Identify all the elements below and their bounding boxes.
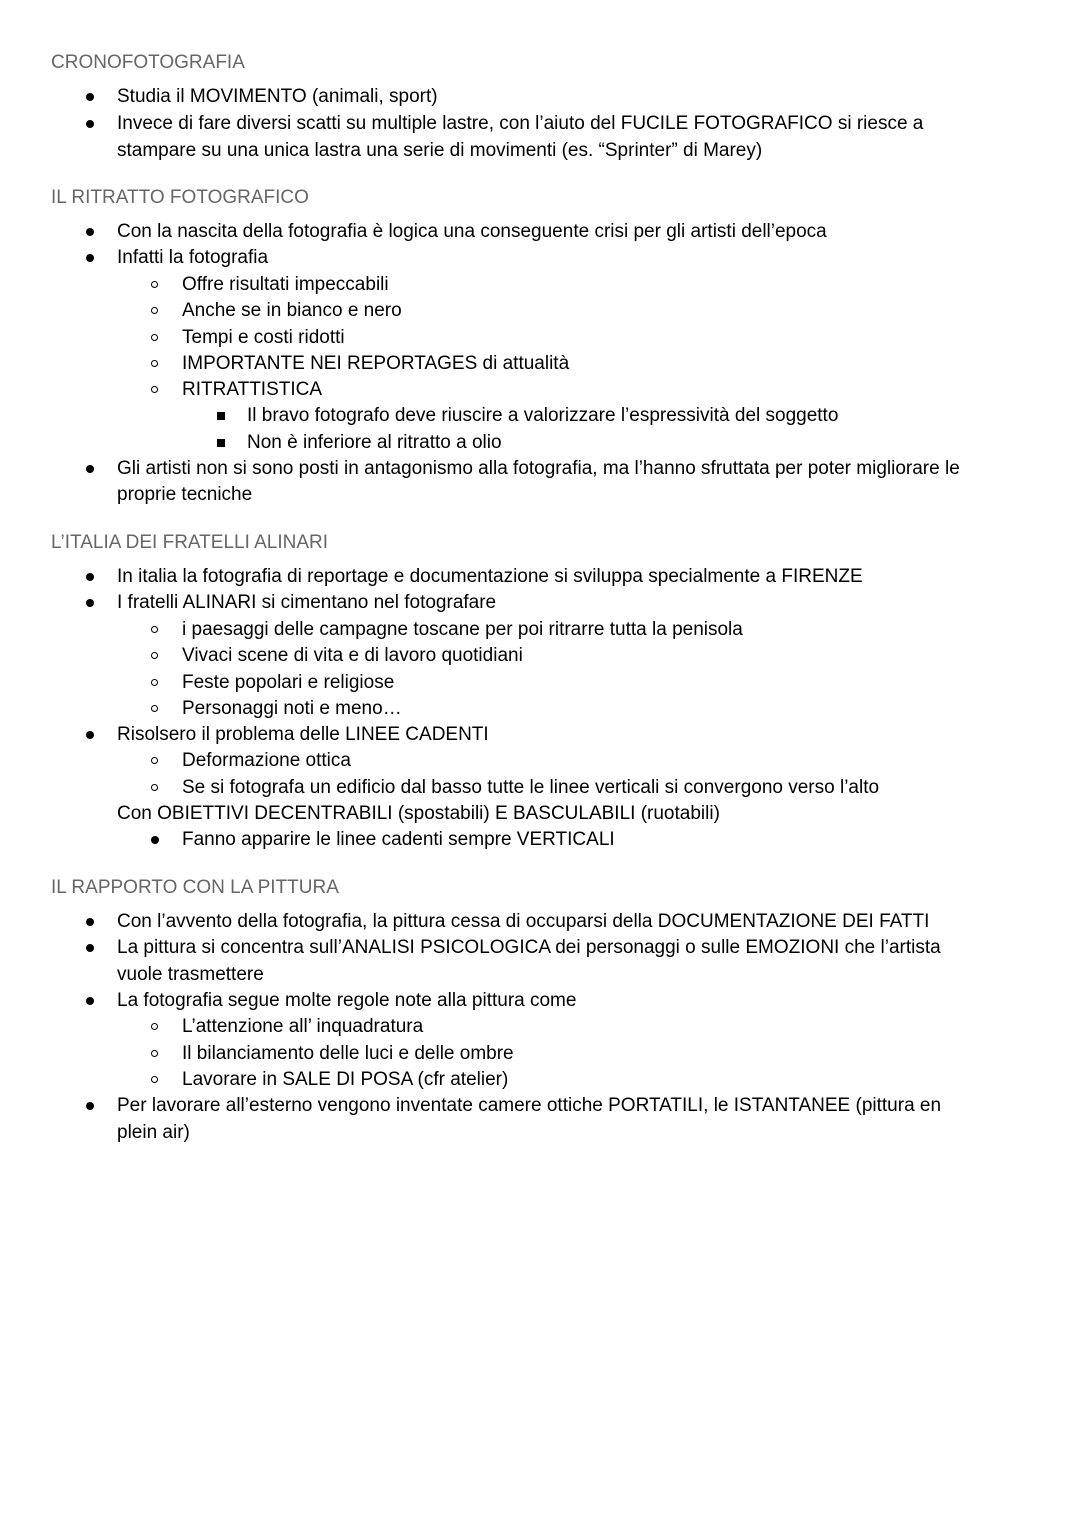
bullet-dot: [151, 836, 159, 844]
list-item-continuation: plein air): [117, 1122, 190, 1143]
bullet-circle: [151, 705, 158, 712]
list-item: In italia la fotografia di reportage e documentazione si sviluppa specialmente a FIRENZE: [117, 566, 863, 587]
bullet-dot: [86, 731, 94, 739]
list-item: Gli artisti non si sono posti in antagonismo alla fotografia, ma l’hanno sfruttata per poter migliorare le: [117, 458, 960, 479]
bullet-dot: [86, 997, 94, 1005]
list-item: La pittura si concentra sull’ANALISI PSICOLOGICA dei personaggi o sulle EMOZIONI che l’artista: [117, 937, 941, 958]
sublist-item: Fanno apparire le linee cadenti sempre VERTICALI: [182, 829, 615, 850]
sublist-item: Vivaci scene di vita e di lavoro quotidiani: [182, 645, 523, 666]
bullet-dot: [86, 599, 94, 607]
list-item-continuation: stampare su una unica lastra una serie di movimenti (es. “Sprinter” di Marey): [117, 140, 763, 161]
sublist-item: Offre risultati impeccabili: [182, 274, 389, 295]
sublist-item: L’attenzione all’ inquadratura: [182, 1016, 424, 1037]
sublist-item: IMPORTANTE NEI REPORTAGES di attualità: [182, 353, 570, 374]
sublist-item: Se si fotografa un edificio dal basso tutte le linee verticali si convergono verso l’alto: [182, 777, 880, 798]
bullet-dot: [86, 254, 94, 262]
bullet-circle: [151, 652, 158, 659]
list-item: I fratelli ALINARI si cimentano nel fotografare: [117, 592, 497, 613]
sublist-item: Feste popolari e religiose: [182, 672, 395, 693]
bullet-dot: [86, 918, 94, 926]
list-item: La fotografia segue molte regole note alla pittura come: [117, 990, 577, 1011]
bullet-dot: [86, 573, 94, 581]
bullet-circle: [151, 626, 158, 633]
list-item: Per lavorare all’esterno vengono inventate camere ottiche PORTATILI, le ISTANTANEE (pittura en: [117, 1095, 942, 1116]
list-item: Con la nascita della fotografia è logica una conseguente crisi per gli artisti dell’epoca: [117, 221, 827, 242]
section-heading-cronofotografia: CRONOFOTOGRAFIA: [51, 52, 245, 73]
sublist-item: i paesaggi delle campagne toscane per poi ritrarre tutta la penisola: [182, 619, 743, 640]
bullet-circle: [151, 784, 158, 791]
list-item-continuation: Con OBIETTIVI DECENTRABILI (spostabili) E BASCULABILI (ruotabili): [117, 803, 720, 824]
list-item: Studia il MOVIMENTO (animali, sport): [117, 86, 438, 107]
bullet-square: [217, 412, 225, 420]
bullet-square: [217, 439, 225, 447]
sublist-item: Deformazione ottica: [182, 750, 351, 771]
bullet-circle: [151, 334, 158, 341]
subsublist-item: Non è inferiore al ritratto a olio: [247, 432, 502, 453]
list-item: Infatti la fotografia: [117, 247, 269, 268]
bullet-dot: [86, 465, 94, 473]
sublist-item: Il bilanciamento delle luci e delle ombre: [182, 1043, 514, 1064]
bullet-circle: [151, 679, 158, 686]
list-item: Risolsero il problema delle LINEE CADENTI: [117, 724, 489, 745]
section-heading-pittura: IL RAPPORTO CON LA PITTURA: [51, 877, 339, 898]
bullet-dot: [86, 1102, 94, 1110]
bullet-dot: [86, 944, 94, 952]
list-item-continuation: proprie tecniche: [117, 484, 253, 505]
sublist-item: Personaggi noti e meno…: [182, 698, 402, 719]
bullet-circle: [151, 1050, 158, 1057]
bullet-circle: [151, 281, 158, 288]
sublist-item: RITRATTISTICA: [182, 379, 323, 400]
bullet-circle: [151, 360, 158, 367]
bullet-circle: [151, 757, 158, 764]
sublist-item: Anche se in bianco e nero: [182, 300, 402, 321]
sublist-item: Lavorare in SALE DI POSA (cfr atelier): [182, 1069, 509, 1090]
bullet-dot: [86, 228, 94, 236]
list-item: Con l’avvento della fotografia, la pittura cessa di occuparsi della DOCUMENTAZIONE DEI FATTI: [117, 911, 930, 932]
bullet-circle: [151, 307, 158, 314]
bullet-dot: [86, 120, 94, 128]
subsublist-item: Il bravo fotografo deve riuscire a valorizzare l’espressività del soggetto: [247, 405, 839, 426]
section-heading-alinari: L’ITALIA DEI FRATELLI ALINARI: [51, 532, 329, 553]
bullet-circle: [151, 1076, 158, 1083]
list-item: Invece di fare diversi scatti su multiple lastre, con l’aiuto del FUCILE FOTOGRAFICO si riesce a: [117, 113, 924, 134]
bullet-dot: [86, 93, 94, 101]
section-heading-ritratto: IL RITRATTO FOTOGRAFICO: [51, 187, 309, 208]
bullet-circle: [151, 1023, 158, 1030]
bullet-circle: [151, 386, 158, 393]
sublist-item: Tempi e costi ridotti: [182, 327, 345, 348]
list-item-continuation: vuole trasmettere: [117, 964, 264, 985]
